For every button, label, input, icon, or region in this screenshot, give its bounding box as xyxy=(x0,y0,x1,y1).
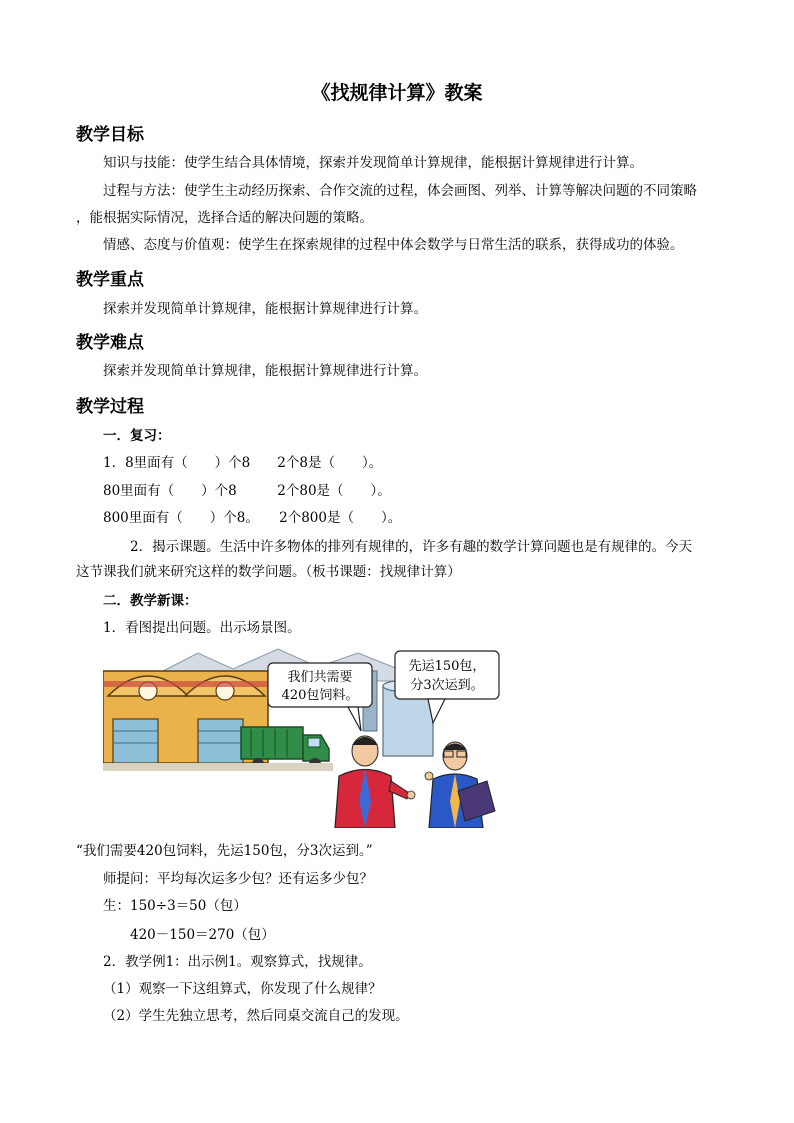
heading-process: 教学过程 xyxy=(76,397,144,417)
heading-key-point: 教学重点 xyxy=(76,270,144,290)
speech-bubble-left xyxy=(268,663,372,731)
heading-difficult-point: 教学难点 xyxy=(76,333,144,353)
step2-text: 2．教学例1：出示例1。观察算式，找规律。 xyxy=(103,954,372,970)
page-title: 《找规律计算》教案 xyxy=(311,82,483,104)
key-point-text: 探索并发现简单计算规律，能根据计算规律进行计算。 xyxy=(103,301,427,317)
step1-text: 1．看图提出问题。出示场景图。 xyxy=(103,620,301,636)
scene-illustration xyxy=(103,641,503,828)
review-q3: 800里面有（ ）个8。 2个800是（ ）。 xyxy=(103,510,402,526)
objective-process-line1: 过程与方法：使学生主动经历探索、合作交流的过程，体会画图、列举、计算等解决问题的不同策略 xyxy=(103,183,697,199)
review-title: 一．复习： xyxy=(103,428,171,444)
student-answer-1: 生：150÷3＝50（包） xyxy=(103,898,247,914)
heading-objectives: 教学目标 xyxy=(76,125,144,145)
teacher-question: 师提问：平均每次运多少包？还有运多少包？ xyxy=(103,871,373,887)
bubble-right-line2: 分3次运到。 xyxy=(410,678,484,693)
step2-item-1: （1）观察一下这组算式，你发现了什么规律？ xyxy=(103,981,382,997)
man-blue-jacket xyxy=(425,742,495,828)
difficult-point-text: 探索并发现简单计算规律，能根据计算规律进行计算。 xyxy=(103,363,427,379)
bubble-left-line2: 420包饲料。 xyxy=(281,688,359,703)
scene-quote: “我们需要420包饲料，先运150包，分3次运到。” xyxy=(76,843,373,859)
objective-knowledge: 知识与技能：使学生结合具体情境，探索并发现简单计算规律，能根据计算规律进行计算。 xyxy=(103,155,643,171)
bubble-left-line1: 我们共需要 xyxy=(287,670,353,685)
reveal-line2: 这节课我们就来研究这样的数学问题。（板书课题：找规律计算） xyxy=(76,564,461,580)
reveal-line1: 2．揭示课题。生活中许多物体的排列有规律的，许多有趣的数学计算问题也是有规律的。今天 xyxy=(130,539,693,555)
student-answer-2: 420－150＝270（包） xyxy=(130,927,275,943)
review-q2: 80里面有（ ）个8 2个80是（ ）。 xyxy=(103,483,391,499)
objective-emotion: 情感、态度与价值观：使学生在探索规律的过程中体会数学与日常生活的联系，获得成功的体验。 xyxy=(103,237,684,253)
objective-process-line2: ，能根据实际情况，选择合适的解决问题的策略。 xyxy=(76,210,373,226)
step2-item-2: （2）学生先独立思考，然后同桌交流自己的发现。 xyxy=(103,1008,409,1024)
bubble-right-line1: 先运150包， xyxy=(408,659,486,674)
new-lesson-title: 二．教学新课： xyxy=(103,593,198,609)
review-q1: 1．8里面有（ ）个8 2个8是（ ）。 xyxy=(103,455,383,471)
